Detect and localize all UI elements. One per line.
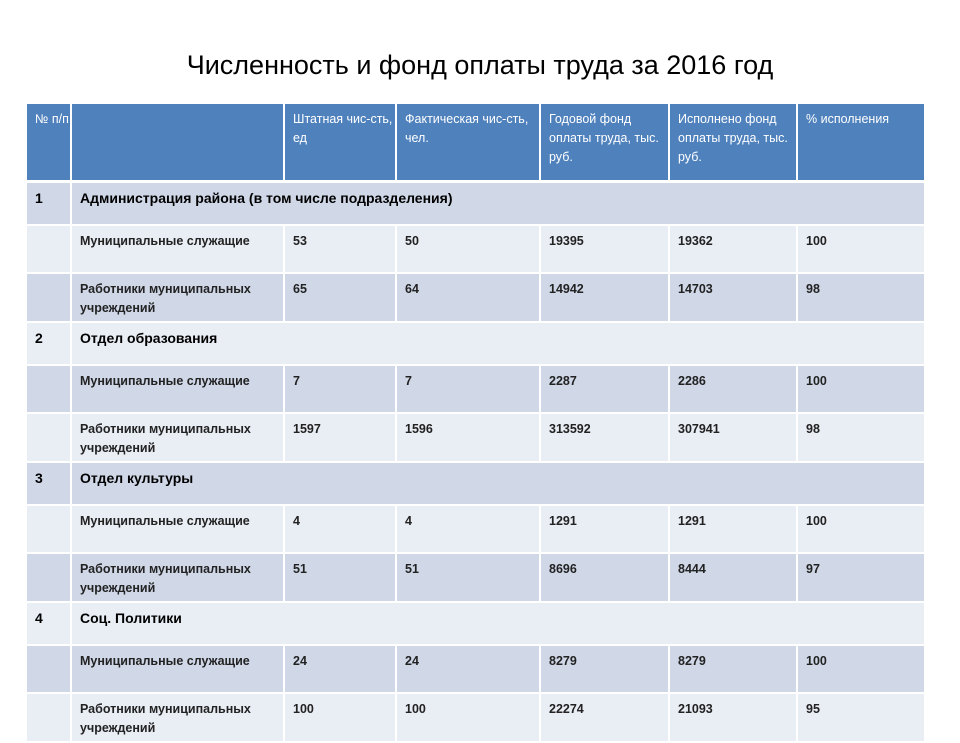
empty-cell (27, 226, 72, 274)
header-percent: % исполнения (798, 104, 926, 183)
section-row (27, 603, 926, 646)
category-cell: Работники муниципальных учреждений (72, 694, 285, 743)
section-name: Соц. Политики (72, 603, 926, 646)
section-row (27, 183, 926, 226)
staff-cell: 100 (285, 694, 397, 743)
category-cell: Работники муниципальных учреждений (72, 274, 285, 323)
empty-cell (27, 646, 72, 694)
fund-cell: 8696 (541, 554, 670, 603)
table-row (27, 646, 926, 694)
actual-cell: 51 (397, 554, 541, 603)
section-name: Отдел культуры (72, 463, 926, 506)
category-cell: Работники муниципальных учреждений (72, 414, 285, 463)
executed-cell: 307941 (670, 414, 798, 463)
staff-cell: 24 (285, 646, 397, 694)
section-name: Администрация района (в том числе подразделения) (72, 183, 926, 226)
table-row (27, 274, 926, 323)
fund-cell: 14942 (541, 274, 670, 323)
fund-cell: 1291 (541, 506, 670, 554)
category-cell: Работники муниципальных учреждений (72, 554, 285, 603)
staff-cell: 1597 (285, 414, 397, 463)
section-row (27, 323, 926, 366)
table-row (27, 554, 926, 603)
percent-cell: 100 (798, 506, 926, 554)
percent-cell: 100 (798, 226, 926, 274)
table-row (27, 366, 926, 414)
section-number: 3 (27, 463, 72, 506)
percent-cell: 100 (798, 646, 926, 694)
executed-cell: 8279 (670, 646, 798, 694)
staff-cell: 65 (285, 274, 397, 323)
table-row (27, 414, 926, 463)
section-row (27, 463, 926, 506)
page-title: Численность и фонд оплаты труда за 2016 год (186, 50, 774, 80)
actual-cell: 4 (397, 506, 541, 554)
header-row (27, 104, 926, 183)
table-row (27, 506, 926, 554)
category-cell: Муниципальные служащие (72, 506, 285, 554)
section-name: Отдел образования (72, 323, 926, 366)
actual-cell: 64 (397, 274, 541, 323)
fund-cell: 313592 (541, 414, 670, 463)
executed-cell: 8444 (670, 554, 798, 603)
fund-cell: 22274 (541, 694, 670, 743)
table-row (27, 226, 926, 274)
staff-cell: 4 (285, 506, 397, 554)
header-executed: Исполнено фонд оплаты труда, тыс. руб. (670, 104, 798, 183)
section-number: 4 (27, 603, 72, 646)
percent-cell: 98 (798, 274, 926, 323)
percent-cell: 100 (798, 366, 926, 414)
actual-cell: 7 (397, 366, 541, 414)
percent-cell: 97 (798, 554, 926, 603)
executed-cell: 14703 (670, 274, 798, 323)
header-fund: Годовой фонд оплаты труда, тыс. руб. (541, 104, 670, 183)
fund-cell: 8279 (541, 646, 670, 694)
empty-cell (27, 694, 72, 743)
percent-cell: 98 (798, 414, 926, 463)
actual-cell: 100 (397, 694, 541, 743)
payroll-table (27, 104, 926, 743)
staff-cell: 53 (285, 226, 397, 274)
section-number: 1 (27, 183, 72, 226)
executed-cell: 21093 (670, 694, 798, 743)
header-actual: Фактическая чис-сть, чел. (397, 104, 541, 183)
empty-cell (27, 506, 72, 554)
category-cell: Муниципальные служащие (72, 646, 285, 694)
staff-cell: 51 (285, 554, 397, 603)
actual-cell: 1596 (397, 414, 541, 463)
percent-cell: 95 (798, 694, 926, 743)
header-name (72, 104, 285, 183)
executed-cell: 1291 (670, 506, 798, 554)
empty-cell (27, 274, 72, 323)
header-num: № п/п (27, 104, 72, 183)
table-row (27, 694, 926, 743)
empty-cell (27, 554, 72, 603)
fund-cell: 2287 (541, 366, 670, 414)
empty-cell (27, 366, 72, 414)
staff-cell: 7 (285, 366, 397, 414)
actual-cell: 50 (397, 226, 541, 274)
category-cell: Муниципальные служащие (72, 366, 285, 414)
executed-cell: 19362 (670, 226, 798, 274)
actual-cell: 24 (397, 646, 541, 694)
empty-cell (27, 414, 72, 463)
category-cell: Муниципальные служащие (72, 226, 285, 274)
header-staff: Штатная чис-сть, ед (285, 104, 397, 183)
executed-cell: 2286 (670, 366, 798, 414)
fund-cell: 19395 (541, 226, 670, 274)
section-number: 2 (27, 323, 72, 366)
